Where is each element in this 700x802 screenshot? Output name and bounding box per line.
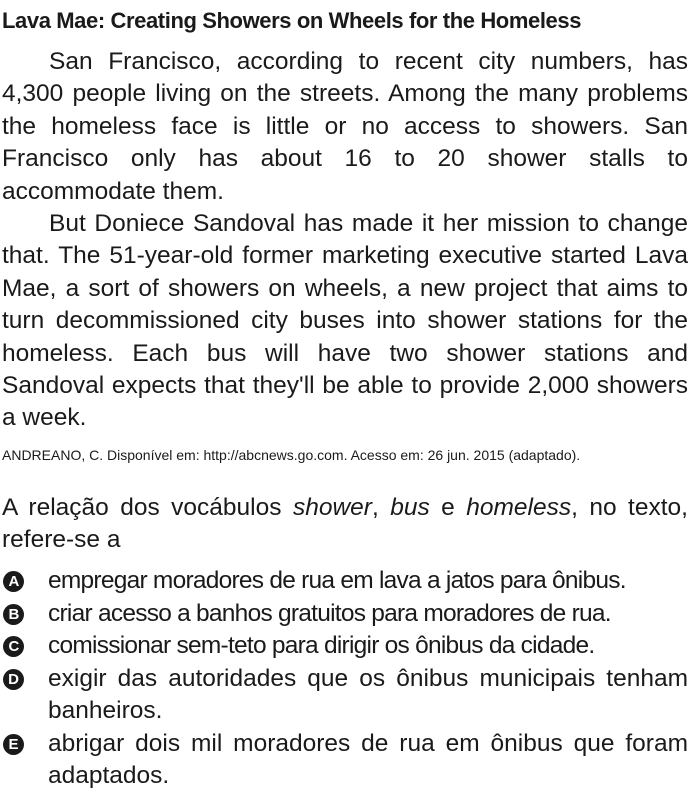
question-stem: [2, 492, 688, 556]
question-term: shower: [292, 494, 372, 521]
option-letter-badge: E: [3, 734, 24, 755]
option-letter-badge: D: [3, 669, 24, 690]
question-text: A relação dos vocábulos: [2, 494, 293, 521]
option-text: empregar moradores de rua em lava a jatos para ônibus.: [48, 567, 626, 594]
option-letter-badge: A: [3, 571, 24, 592]
question-term: bus: [390, 494, 430, 521]
article-body: [2, 46, 688, 435]
article-paragraph: San Francisco, according to recent city numbers, has 4,300 people living on the streets. Among the many problems the homeless face is little or no access to showers. San Francisco only has about 16 to 20 shower stalls to accommodate them.: [2, 48, 688, 205]
article-paragraph: But Doniece Sandoval has made it her mission to change that. The 51-year-old former marketing executive started Lava Mae, a sort of showers on wheels, a new project that aims to turn decommissioned city buses into shower stations for the homeless. Each bus will have two shower stations and Sandoval expects that they'll be able to provide 2,000 showers a week.: [2, 210, 688, 432]
option-text: exigir das autoridades que os ônibus municipais tenham banheiros.: [48, 664, 688, 724]
question-text: , no texto, refere-se a: [2, 494, 688, 553]
answer-options: [0, 565, 700, 793]
option-text: abrigar dois mil moradores de rua em ônibus que foram adaptados.: [48, 729, 688, 789]
question-text: ,: [371, 494, 391, 521]
answer-option-e[interactable]: [0, 728, 688, 793]
question-text: e: [429, 494, 467, 521]
answer-option-d[interactable]: [0, 663, 688, 728]
source-citation: ANDREANO, C. Disponível em: http://abcnews.go.com. Acesso em: 26 jun. 2015 (adaptado).: [2, 447, 581, 463]
option-text: criar acesso a banhos gratuitos para moradores de rua.: [48, 599, 611, 627]
answer-option-a[interactable]: [0, 565, 688, 598]
question-term: homeless: [466, 494, 572, 521]
answer-option-c[interactable]: [0, 630, 688, 663]
option-text: comissionar sem-teto para dirigir os ônibus da cidade.: [48, 632, 595, 659]
option-letter-badge: B: [3, 604, 24, 625]
article-title: Lava Mae: Creating Showers on Wheels for the Homeless: [2, 8, 582, 33]
option-letter-badge: C: [3, 636, 24, 657]
answer-option-b[interactable]: [0, 598, 688, 631]
